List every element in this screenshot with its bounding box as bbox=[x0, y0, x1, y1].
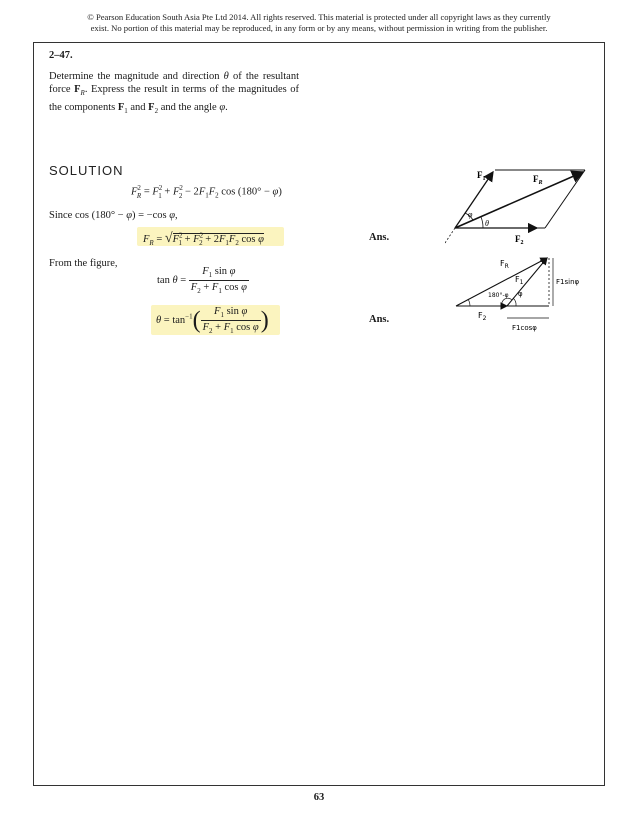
problem-number: 2–47. bbox=[49, 50, 73, 61]
fr-label: $F_R$ bbox=[500, 259, 509, 270]
phi-arc bbox=[513, 298, 516, 306]
f1-label: $F_1$ bbox=[515, 275, 524, 286]
since-text: Since cos (180° − φ) = −cos φ, bbox=[49, 210, 178, 221]
parallelogram-right-edge bbox=[545, 170, 585, 228]
angle-label: 180°-φ bbox=[488, 292, 509, 299]
f1-label: $F_1$ bbox=[477, 170, 486, 182]
copyright-notice bbox=[40, 12, 598, 34]
copyright-line-1: © Pearson Education South Asia Pte Ltd 2014. All rights reserved. This material is protected under all copyright laws as they currently bbox=[87, 12, 551, 22]
phi-label: φ bbox=[468, 210, 473, 219]
f1cos-label: F1cosφ bbox=[512, 324, 537, 332]
f2-label: $F_2$ bbox=[515, 234, 524, 246]
copyright-line-2: exist. No portion of this material may be reproduced, in any form or by any means, without permission in writing from the publisher. bbox=[90, 23, 548, 33]
fr-label: $F_R$ bbox=[533, 174, 543, 186]
fr-magnitude-equation: $F_R = √F^2_1 + F^2_2 + 2F_1F_2$ cos φ bbox=[143, 231, 264, 248]
theta-label: θ bbox=[485, 219, 489, 228]
theta-equation: $\theta = \tan^{-1}$( $\frac{F_1 \sin \varphi}{F_2 + F_1 \cos \varphi}$ ) bbox=[156, 306, 269, 336]
solution-heading: SOLUTION bbox=[49, 163, 124, 178]
f1-side bbox=[507, 258, 547, 306]
parallelogram-force-diagram bbox=[445, 160, 595, 250]
answer-label-1: Ans. bbox=[369, 232, 390, 243]
angle-arc-left bbox=[468, 299, 470, 306]
theta-arc bbox=[481, 217, 483, 228]
page-frame bbox=[33, 42, 605, 786]
answer-label-2: Ans. bbox=[369, 314, 390, 325]
f1-extension-dashed bbox=[445, 228, 455, 246]
triangle-force-diagram bbox=[452, 252, 597, 337]
tan-theta-equation: tan θ = $\frac{F_1 \sin \varphi}{F_2 + F_1 \cos \varphi}$ bbox=[157, 266, 247, 296]
law-of-cosines-equation: $F^2_R = F^2_1 + F^2_2 - 2F_1F_2$ cos (180° − φ) bbox=[131, 184, 282, 200]
f1sin-label: F1sinφ bbox=[556, 278, 580, 286]
from-figure-text: From the figure, bbox=[49, 258, 118, 269]
page-number: 63 bbox=[313, 792, 325, 803]
phi-label: φ bbox=[518, 290, 523, 298]
f2-label: $F_2$ bbox=[478, 311, 487, 322]
problem-statement: Determine the magnitude and direction θ of the resultant force $F_R$. Express the result in terms of the magnitudes of the components $F_1$ and $F_2$ and the angle φ. bbox=[49, 71, 299, 115]
